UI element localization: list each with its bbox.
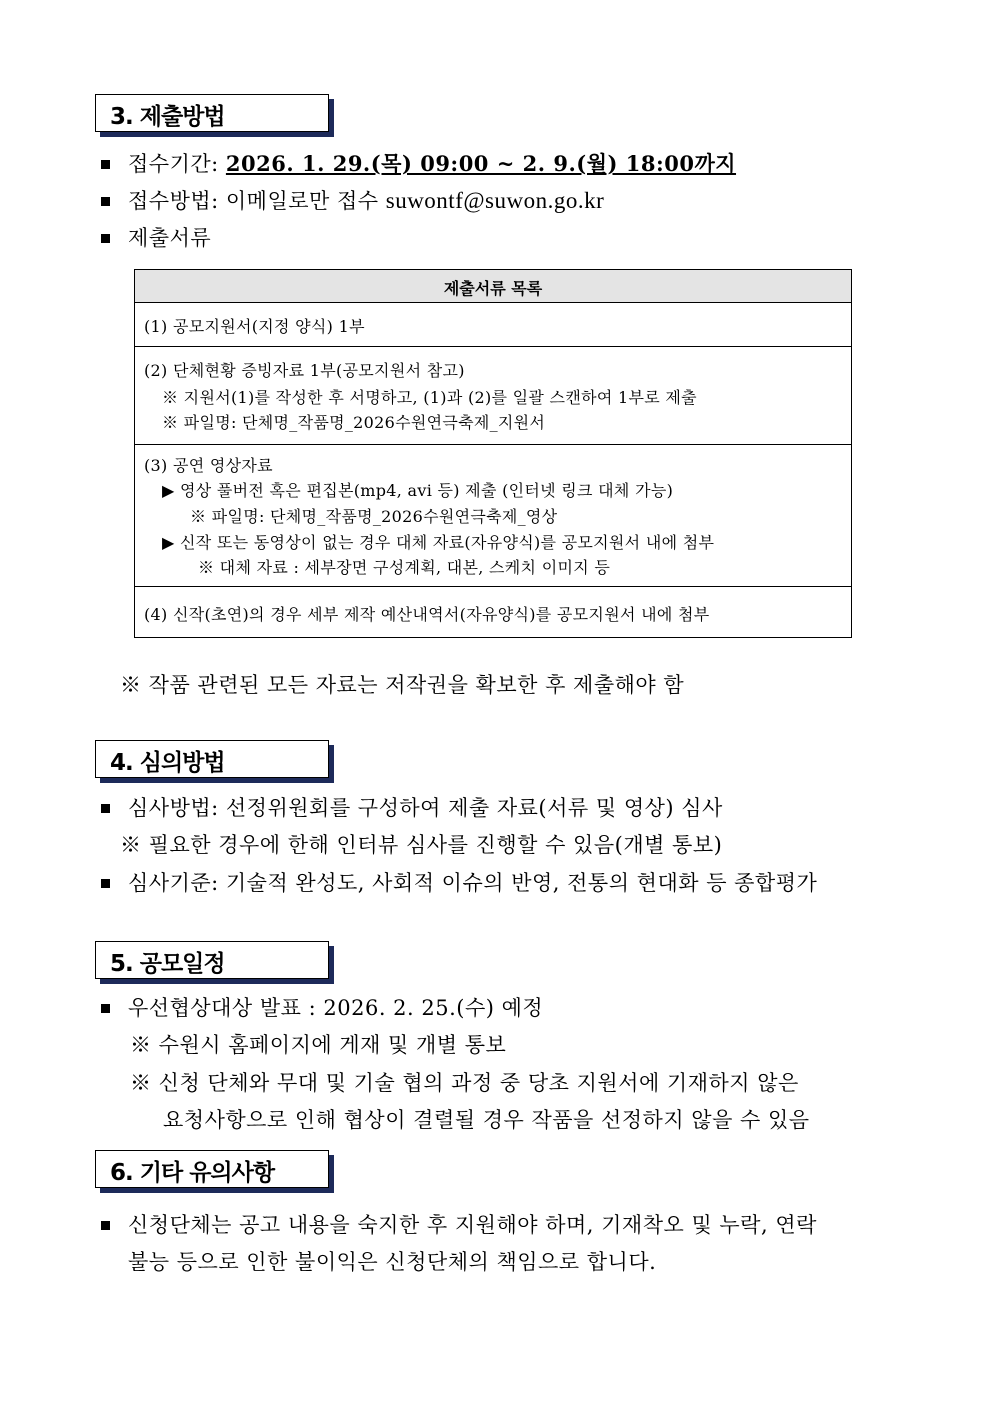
section-5-title: 5. 공모일정 <box>110 951 225 977</box>
submission-period-value: 2026. 1. 29.(목) 09:00 ~ 2. 9.(월) 18:00까지 <box>225 151 737 176</box>
negotiation-note-cont: 요청사항으로 인해 협상이 결렬될 경우 작품을 선정하지 않을 수 있음 <box>163 1108 810 1132</box>
bullet-icon <box>101 804 110 813</box>
table-row: (4) 신작(초연)의 경우 세부 제작 예산내역서(자유양식)를 공모지원서 내에 첨부 <box>135 586 851 637</box>
caution-text: 신청단체는 공고 내용을 숙지한 후 지원해야 하며, 기재착오 및 누락, 연락 <box>128 1213 817 1237</box>
review-note: ※ 필요한 경우에 한해 인터뷰 심사를 진행할 수 있음(개별 통보) <box>120 833 723 857</box>
section-6-title: 6. 기타 유의사항 <box>110 1160 275 1186</box>
bullet-icon <box>101 160 110 169</box>
submission-email[interactable]: suwontf@suwon.go.kr <box>385 188 605 213</box>
table-header-label: 제출서류 목록 <box>443 279 543 298</box>
table-header <box>135 270 851 303</box>
announcement-note: ※ 수원시 홈페이지에 게재 및 개별 통보 <box>130 1033 507 1057</box>
section-3-title: 3. 제출방법 <box>110 104 225 130</box>
copyright-note: ※ 작품 관련된 모든 자료는 저작권을 확보한 후 제출해야 함 <box>120 673 685 697</box>
table-row: (3) 공연 영상자료 ▶ 영상 풀버전 혹은 편집본(mp4, avi 등) 제출 (인터넷 링크 대체 가능) ※ 파일명: 단체명_작품명_2026수원연극축제_영상 ▶ 신작 또는 동영상이 없는 경우 대체 자료(자유양식)를 공모지원서 내에 첨부 ※ 대체 자료 : 세부장면 구성계획, 대본, 스케치 이미지 등 <box>135 444 851 586</box>
announcement-date: 우선협상대상 발표 : 2026. 2. 25.(수) 예정 <box>128 996 544 1020</box>
bullet-icon <box>101 234 110 243</box>
negotiation-note: ※ 신청 단체와 무대 및 기술 협의 과정 중 당초 지원서에 기재하지 않은 <box>130 1071 799 1095</box>
section-4-heading <box>95 740 329 778</box>
bullet-icon <box>101 879 110 888</box>
table-row: (2) 단체현황 증빙자료 1부(공모지원서 참고) ※ 지원서(1)를 작성한 후 서명하고, (1)과 (2)를 일괄 스캔하여 1부로 제출 ※ 파일명: 단체명_작품명_2026수원연극축제_지원서 <box>135 346 851 444</box>
section-5-heading <box>95 941 329 979</box>
bullet-icon <box>101 1221 110 1230</box>
section-3-heading <box>95 94 329 132</box>
section-4-title: 4. 심의방법 <box>110 750 225 776</box>
documents-table <box>134 269 852 638</box>
submission-period: 접수기간: 2026. 1. 29.(목) 09:00 ~ 2. 9.(월) 18:00까지 <box>128 151 737 176</box>
submission-method: 접수방법: 이메일로만 접수 suwontf@suwon.go.kr <box>128 188 605 213</box>
review-criteria: 심사기준: 기술적 완성도, 사회적 이슈의 반영, 전통의 현대화 등 종합평가 <box>128 871 818 895</box>
bullet-icon <box>101 197 110 206</box>
section-6-heading <box>95 1150 329 1188</box>
bullet-icon <box>101 1004 110 1013</box>
table-row: (1) 공모지원서(지정 양식) 1부 <box>144 317 365 336</box>
submission-docs-label: 제출서류 <box>128 226 212 250</box>
caution-text-cont: 불능 등으로 인한 불이익은 신청단체의 책임으로 합니다. <box>128 1250 657 1274</box>
review-method: 심사방법: 선정위원회를 구성하여 제출 자료(서류 및 영상) 심사 <box>128 796 723 820</box>
